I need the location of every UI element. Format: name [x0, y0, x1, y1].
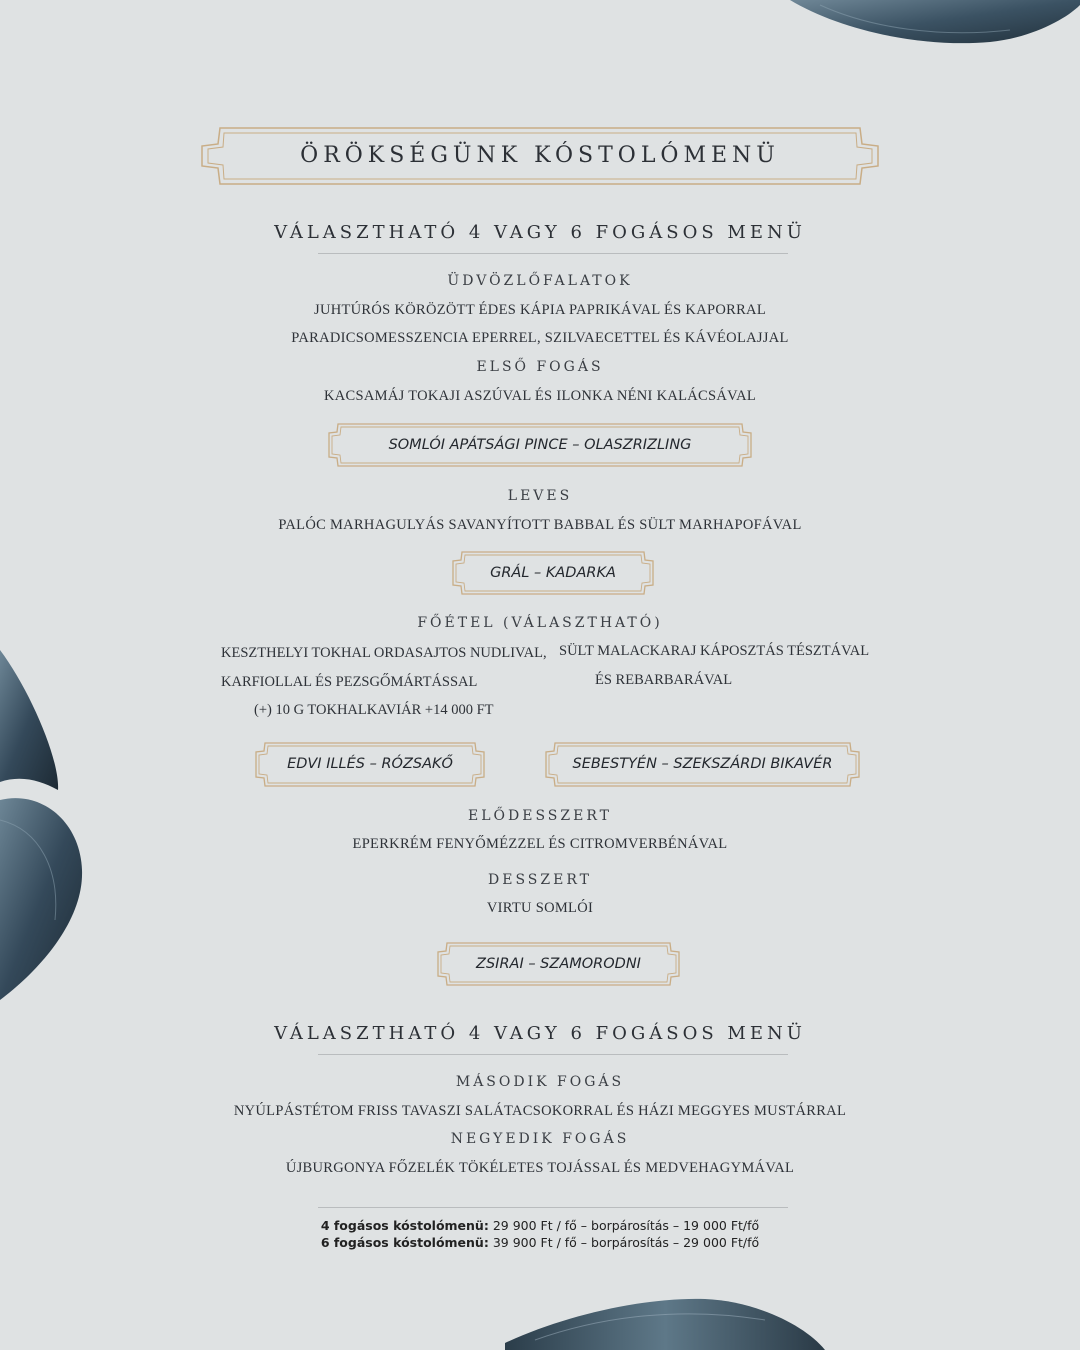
dish-dessert: VIRTU SOMLÓI [486, 900, 594, 916]
menu-title: ÖRÖKSÉGÜNK KÓSTOLÓMENÜ [300, 143, 780, 168]
wine-label: GRÁL – KADARKA [490, 565, 616, 581]
course-title-soup: LEVES [507, 488, 573, 504]
wine-pairing-main-right [545, 742, 860, 787]
leaf-bottom-decoration [505, 1295, 825, 1350]
price-label-4: 4 fogásos kóstolómenü: [320, 1218, 489, 1233]
leaf-left-decoration [0, 650, 90, 1010]
dish-main-right-line1: SÜLT MALACKARAJ KÁPOSZTÁS TÉSZTÁVAL [559, 643, 870, 659]
menu-title-frame [200, 126, 880, 186]
wine-label: SOMLÓI APÁTSÁGI PINCE – OLASZRIZLING [388, 437, 692, 453]
course-title-second: MÁSODIK FOGÁS [455, 1074, 625, 1090]
wine-label: SEBESTYÉN – SZEKSZÁRDI BIKAVÉR [572, 756, 833, 772]
price-line-4-courses [0, 1218, 1080, 1233]
course-title-welcome: ÜDVÖZLŐFALATOK [447, 273, 633, 289]
wine-pairing-main-left [255, 742, 485, 787]
course-title-fourth: NEGYEDIK FOGÁS [450, 1131, 630, 1147]
course-title-first: ELSŐ FOGÁS [476, 359, 604, 375]
price-value-4: 29 900 Ft / fő – borpárosítás – 19 000 Ft/fő [488, 1218, 760, 1233]
dish-first: KACSAMÁJ TOKAJI ASZÚVAL ÉS ILONKA NÉNI KALÁCSÁVAL [323, 388, 756, 404]
dish-welcome-1: JUHTÚRÓS KÖRÖZÖTT ÉDES KÁPIA PAPRIKÁVAL ÉS KAPORRAL [314, 302, 766, 318]
dish-main-left-line1: KESZTHELYI TOKHAL ORDASAJTOS NUDLIVAL, [221, 645, 547, 661]
price-divider [318, 1207, 788, 1208]
section-divider-2 [318, 1054, 788, 1055]
dish-main-left-addon: (+) 10 G TOKHALKAVIÁR +14 000 FT [254, 702, 494, 718]
dish-soup: PALÓC MARHAGULYÁS SAVANYÍTOTT BABBAL ÉS SÜLT MARHAPOFÁVAL [278, 517, 802, 533]
price-line-6-courses [0, 1235, 1080, 1250]
section-heading-2: VÁLASZTHATÓ 4 VAGY 6 FOGÁSOS MENÜ [274, 1023, 806, 1044]
dish-fourth: ÚJBURGONYA FŐZELÉK TÖKÉLETES TOJÁSSAL ÉS MEDVEHAGYMÁVAL [285, 1160, 795, 1176]
dish-main-left-line2: KARFIOLLAL ÉS PEZSGŐMÁRTÁSSAL [221, 674, 478, 690]
course-title-dessert: DESSZERT [488, 872, 592, 888]
price-value-6: 39 900 Ft / fő – borpárosítás – 29 000 Ft/fő [488, 1235, 760, 1250]
wine-label: EDVI ILLÉS – RÓZSAKŐ [287, 756, 453, 772]
leaf-top-right-decoration [780, 0, 1080, 50]
section-heading: VÁLASZTHATÓ 4 VAGY 6 FOGÁSOS MENÜ [274, 222, 806, 243]
wine-pairing-first [328, 423, 752, 467]
dish-welcome-2: PARADICSOMESSZENCIA EPERREL, SZILVAECETTEL ÉS KÁVÉOLAJJAL [291, 330, 789, 346]
wine-pairing-dessert [437, 942, 680, 986]
course-title-predessert: ELŐDESSZERT [468, 808, 612, 824]
section-divider [318, 253, 788, 254]
dish-predessert: EPERKRÉM FENYŐMÉZZEL ÉS CITROMVERBÉNÁVAL [352, 836, 728, 852]
dish-main-right-line2: ÉS REBARBARÁVAL [595, 672, 733, 688]
course-title-main: FŐÉTEL (VÁLASZTHATÓ) [417, 615, 663, 631]
wine-label: ZSIRAI – SZAMORODNI [476, 956, 641, 972]
dish-second: NYÚLPÁSTÉTOM FRISS TAVASZI SALÁTACSOKORRAL ÉS HÁZI MEGGYES MUSTÁRRAL [233, 1103, 847, 1119]
wine-pairing-soup [452, 551, 654, 595]
price-label-6: 6 fogásos kóstolómenü: [320, 1235, 489, 1250]
